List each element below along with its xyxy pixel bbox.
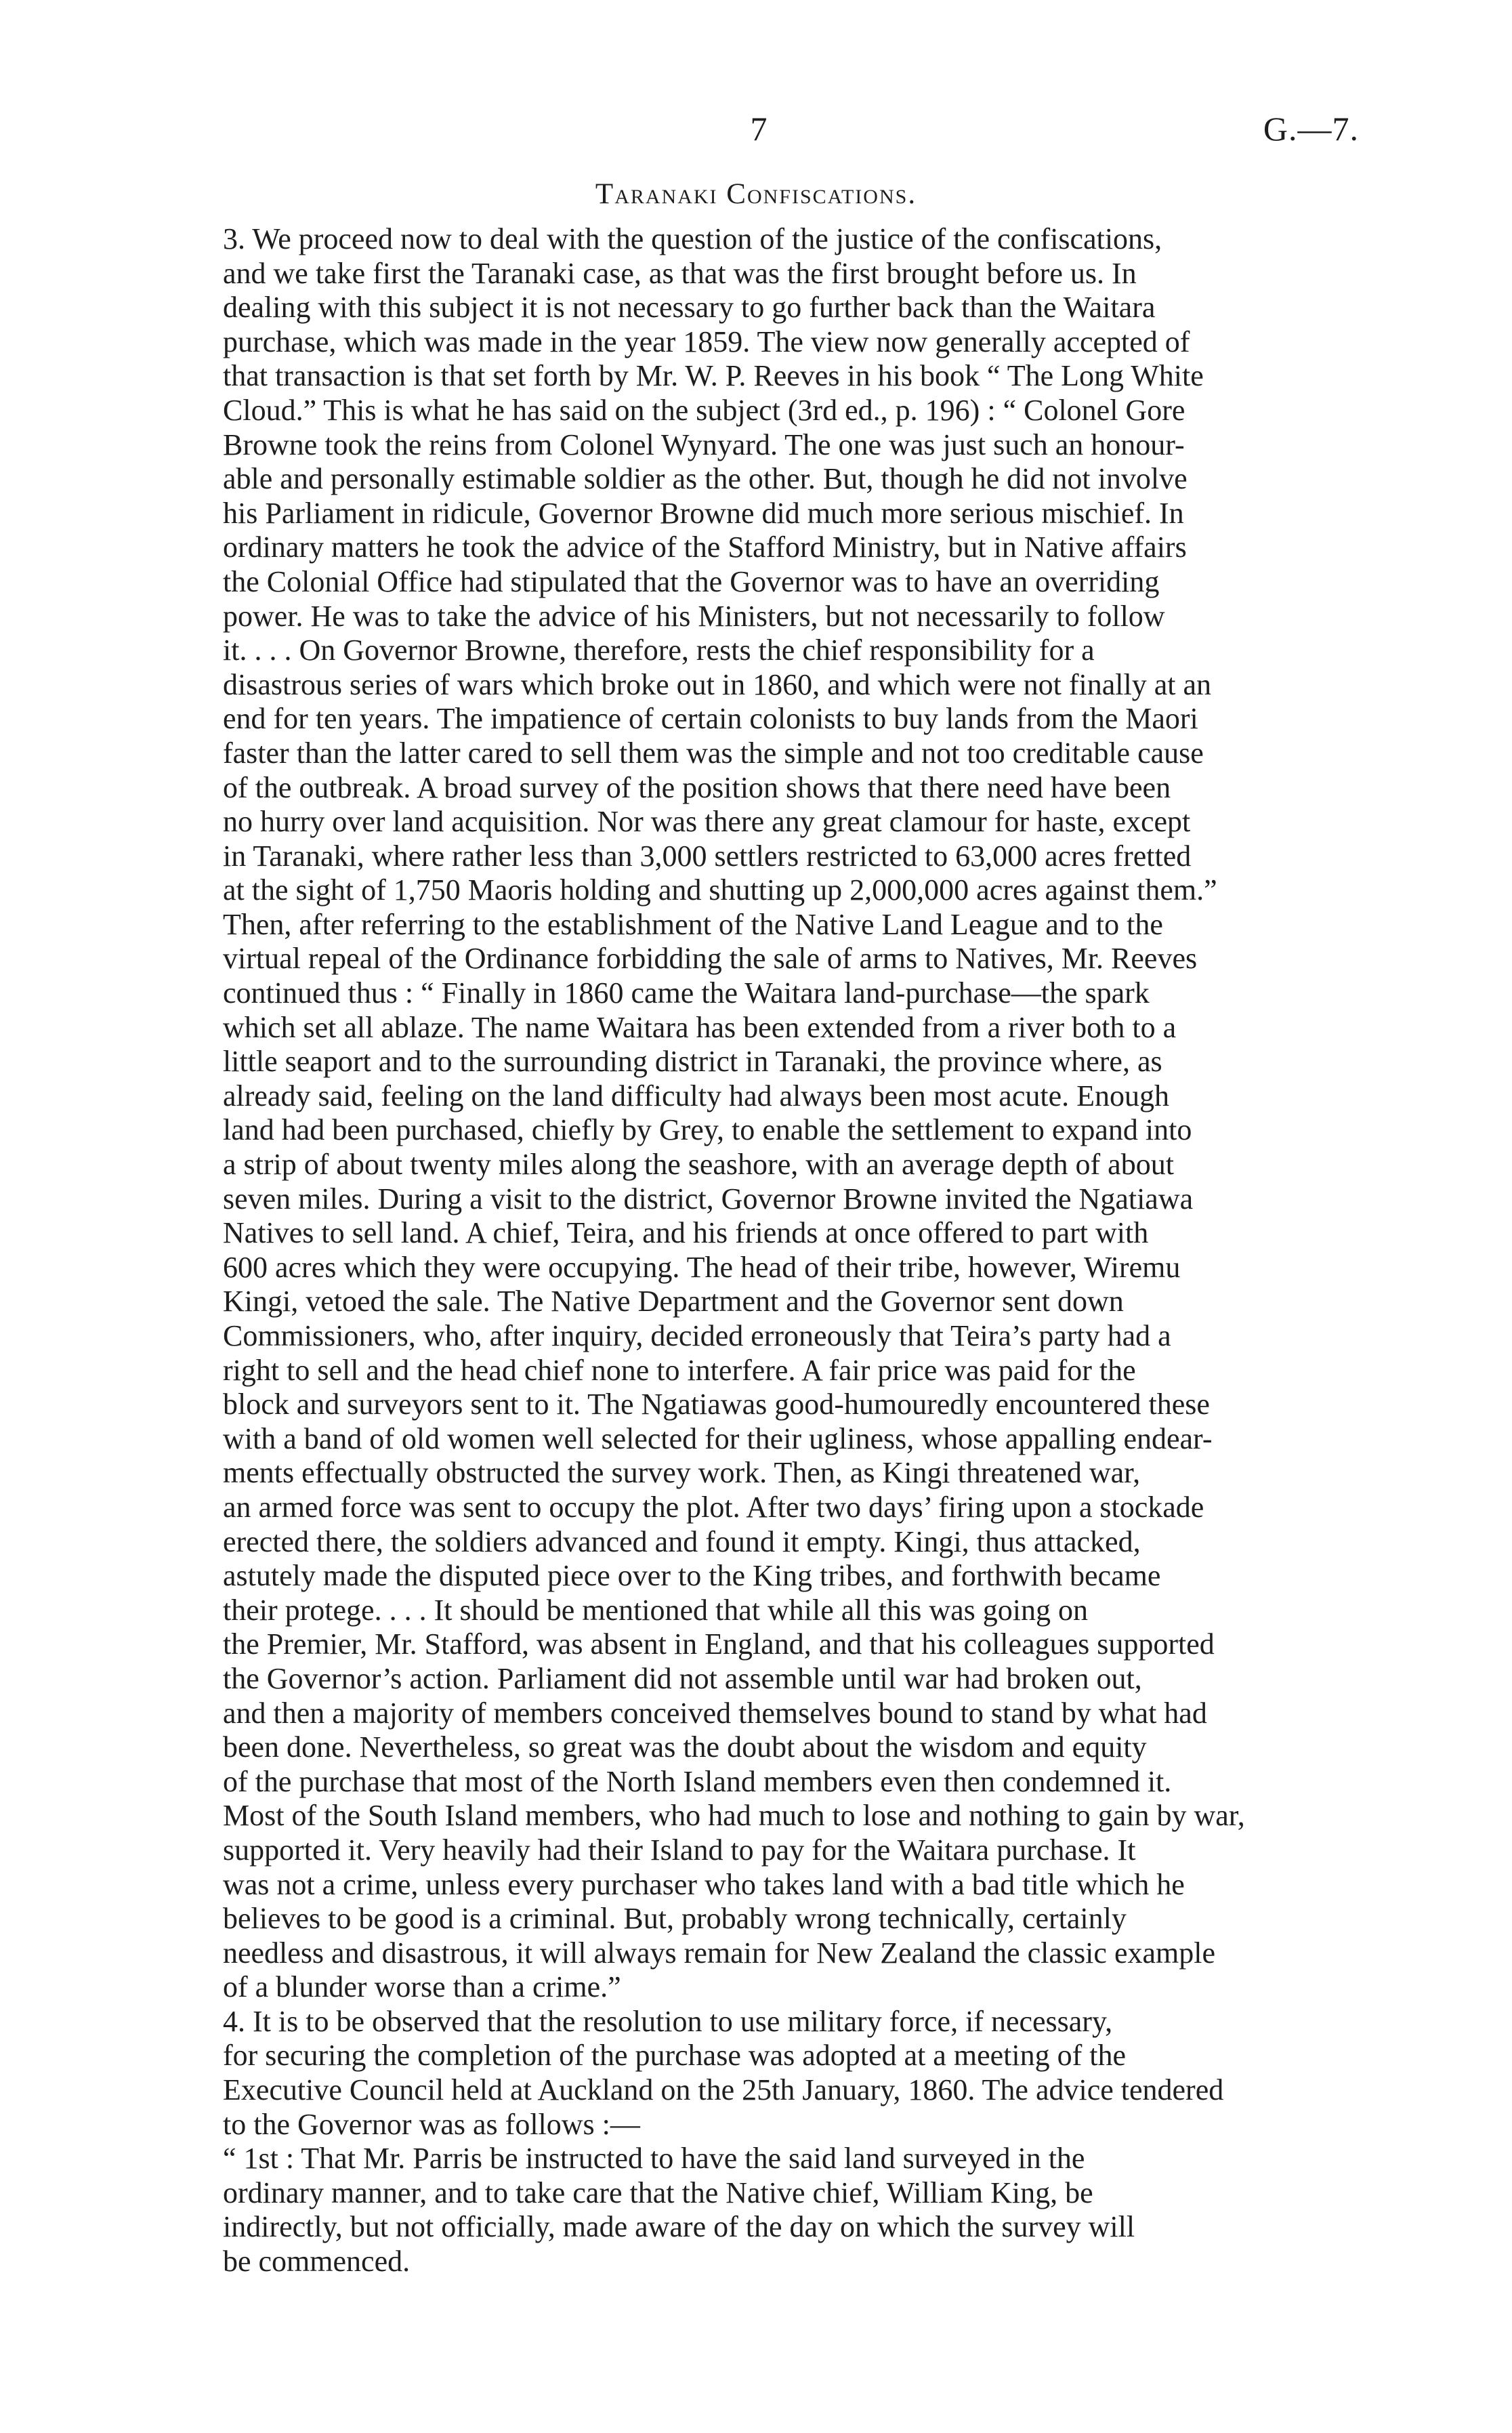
paragraph-3	[159, 222, 1358, 2005]
text-line: be commenced.	[223, 2245, 411, 2279]
text-line: of the purchase that most of the North Island members even then condemned it.	[223, 1764, 1172, 1798]
text-line: Kingi, vetoed the sale. The Native Department and the Governor sent down	[223, 1285, 1124, 1318]
text-line: block and surveyors sent to it. The Ngatiawas good-humouredly encountered these	[223, 1388, 1210, 1421]
text-line: dealing with this subject it is not necessary to go further back than the Waitara	[223, 291, 1156, 325]
text-line: disastrous series of wars which broke out in 1860, and which were not finally at an	[223, 667, 1211, 701]
text-line: and then a majority of members conceived themselves bound to stand by what had	[223, 1696, 1207, 1730]
text-line: “ 1st : That Mr. Parris be instructed to have the said land surveyed in the	[223, 2142, 1085, 2176]
text-line: at the sight of 1,750 Maoris holding and shutting up 2,000,000 acres against them.”	[223, 873, 1217, 907]
text-line: was not a crime, unless every purchaser who takes land with a bad title which he	[223, 1867, 1185, 1901]
text-line: purchase, which was made in the year 1859. The view now generally accepted of	[223, 325, 1190, 358]
paragraph-4	[159, 2005, 1358, 2142]
text-line: 4. It is to be observed that the resolution to use military force, if necessary,	[223, 2004, 1113, 2038]
text-line: already said, feeling on the land difficulty had always been most acute. Enough	[223, 1079, 1169, 1112]
text-line: with a band of old women well selected for their ugliness, whose appalling endear-	[223, 1421, 1213, 1455]
text-line: that transaction is that set forth by Mr. W. P. Reeves in his book “ The Long White	[223, 359, 1204, 393]
text-line: no hurry over land acquisition. Nor was there any great clamour for haste, except	[223, 805, 1191, 839]
text-line: of the outbreak. A broad survey of the position shows that there need have been	[223, 770, 1171, 804]
text-line: Executive Council held at Auckland on the 25th January, 1860. The advice tendered	[223, 2073, 1224, 2107]
text-line: land had been purchased, chiefly by Grey, to enable the settlement to expand into	[223, 1113, 1192, 1147]
quoted-advice	[159, 2142, 1358, 2279]
text-line: little seaport and to the surrounding district in Taranaki, the province where, as	[223, 1045, 1162, 1079]
text-line: astutely made the disputed piece over to the King tribes, and forthwith became	[223, 1559, 1161, 1593]
text-line: ordinary manner, and to take care that the Native chief, William King, be	[223, 2176, 1093, 2209]
body-text	[159, 222, 1358, 2279]
section-title: Taranaki Confiscations.	[595, 178, 917, 210]
text-line: it. . . . On Governor Browne, therefore, rests the chief responsibility for a	[223, 633, 1095, 667]
text-line: Most of the South Island members, who had much to lose and nothing to gain by war,	[223, 1799, 1245, 1833]
text-line: Commissioners, who, after inquiry, decided erroneously that Teira’s party had a	[223, 1319, 1171, 1352]
text-line: for securing the completion of the purchase was adopted at a meeting of the	[223, 2039, 1126, 2073]
page-number: 7	[750, 110, 768, 148]
text-line: Then, after referring to the establishment of the Native Land League and to the	[223, 907, 1163, 941]
text-line: power. He was to take the advice of his Ministers, but not necessarily to follow	[223, 599, 1165, 633]
text-line: right to sell and the head chief none to interfere. A fair price was paid for the	[223, 1353, 1136, 1387]
text-line: erected there, the soldiers advanced and found it empty. Kingi, thus attacked,	[223, 1524, 1141, 1558]
text-line: and we take first the Taranaki case, as that was the first brought before us. In	[223, 256, 1137, 290]
text-line: to the Governor was as follows :—	[223, 2107, 640, 2141]
text-line: his Parliament in ridicule, Governor Browne did much more serious mischief. In	[223, 496, 1184, 530]
text-line: virtual repeal of the Ordinance forbidding the sale of arms to Natives, Mr. Reeves	[223, 942, 1198, 976]
text-line: needless and disastrous, it will always remain for New Zealand the classic example	[223, 1936, 1215, 1970]
text-line: the Governor’s action. Parliament did not assemble until war had broken out,	[223, 1661, 1142, 1695]
text-line: seven miles. During a visit to the district, Governor Browne invited the Ngatiawa	[223, 1182, 1194, 1215]
text-line: indirectly, but not officially, made aware of the day on which the survey will	[223, 2210, 1135, 2244]
text-line: 600 acres which they were occupying. The head of their tribe, however, Wiremu	[223, 1250, 1181, 1284]
text-line: able and personally estimable soldier as the other. But, though he did not involve	[223, 462, 1188, 496]
text-line: their protege. . . . It should be mentioned that while all this was going on	[223, 1593, 1088, 1627]
document-reference: G.—7.	[1263, 110, 1359, 148]
text-line: 3. We proceed now to deal with the question of the justice of the confiscations,	[223, 222, 1162, 255]
text-line: of a blunder worse than a crime.”	[223, 1970, 621, 2004]
text-line: faster than the latter cared to sell them was the simple and not too creditable cause	[223, 736, 1204, 770]
text-line: ordinary matters he took the advice of the Stafford Ministry, but in Native affairs	[223, 531, 1187, 564]
text-line: Cloud.” This is what he has said on the subject (3rd ed., p. 196) : “ Colonel Gore	[223, 393, 1185, 427]
text-line: supported it. Very heavily had their Island to pay for the Waitara purchase. It	[223, 1833, 1136, 1867]
text-line: believes to be good is a criminal. But, probably wrong technically, certainly	[223, 1902, 1127, 1936]
text-line: an armed force was sent to occupy the plot. After two days’ firing upon a stockade	[223, 1490, 1204, 1524]
text-line: a strip of about twenty miles along the seashore, with an average depth of about	[223, 1148, 1174, 1182]
text-line: been done. Nevertheless, so great was the doubt about the wisdom and equity	[223, 1730, 1147, 1764]
text-line: Natives to sell land. A chief, Teira, and his friends at once offered to part with	[223, 1216, 1149, 1250]
text-line: the Premier, Mr. Stafford, was absent in England, and that his colleagues supported	[223, 1627, 1215, 1661]
text-line: end for ten years. The impatience of certain colonists to buy lands from the Maori	[223, 702, 1198, 736]
text-line: in Taranaki, where rather less than 3,000 settlers restricted to 63,000 acres fretted	[223, 839, 1192, 873]
text-line: Browne took the reins from Colonel Wynyard. The one was just such an honour-	[223, 428, 1185, 461]
text-line: which set all ablaze. The name Waitara has been extended from a river both to a	[223, 1010, 1177, 1044]
text-line: ments effectually obstructed the survey work. Then, as Kingi threatened war,	[223, 1456, 1141, 1490]
text-line: continued thus : “ Finally in 1860 came the Waitara land-purchase—the spark	[223, 976, 1150, 1010]
text-line: the Colonial Office had stipulated that the Governor was to have an overriding	[223, 564, 1160, 598]
